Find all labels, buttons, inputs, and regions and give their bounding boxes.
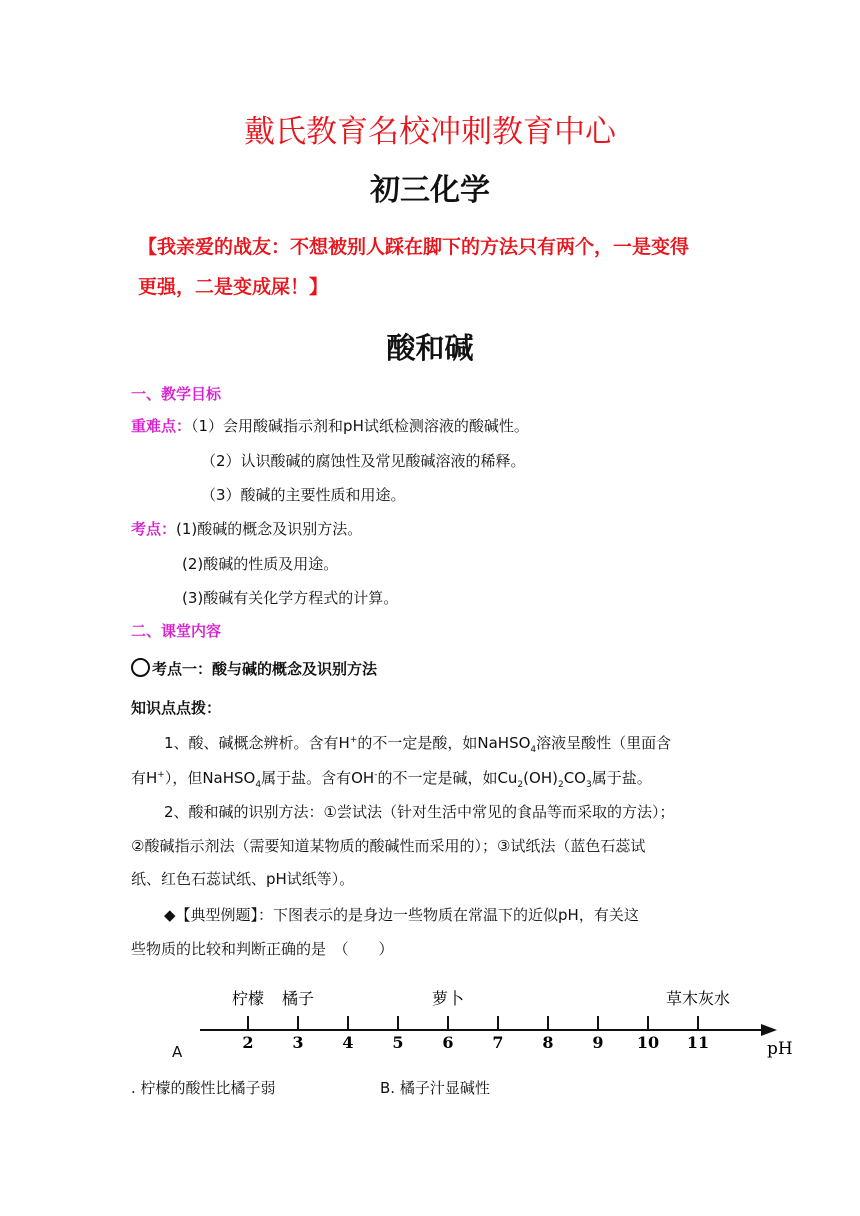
paragraph-2-line-2: ②酸碱指示剂法（需要知道某物质的酸碱性而采用的）；③试纸法（蓝色石蕊试	[131, 837, 646, 855]
point-title	[131, 658, 377, 679]
ph-tick-label: 4	[342, 1033, 354, 1052]
exam-label: 考点：	[131, 520, 177, 538]
text: (OH)	[523, 769, 558, 787]
key-point-1	[131, 415, 529, 436]
superscript: +	[349, 735, 358, 745]
ph-tick-label: 3	[292, 1033, 304, 1052]
option-a-text: . 柠檬的酸性比橘子弱	[131, 1079, 276, 1097]
motto-line-2: 更强，二是变成屎！】	[138, 276, 329, 298]
ph-tick-label: 9	[592, 1033, 604, 1052]
paragraph-1-line-2	[131, 767, 652, 790]
key-point-3: （3）酸碱的主要性质和用途。	[201, 486, 406, 504]
exam-point-text: (1)酸碱的概念及识别方法。	[176, 520, 363, 538]
topic-title: 酸和碱	[386, 331, 474, 365]
ph-tick-label: 7	[492, 1033, 504, 1052]
text: 1、酸、碱概念辨析。含有H	[164, 734, 350, 752]
text: 的不一定是酸，如NaHSO	[357, 734, 531, 752]
paragraph-2-line-1: 2、酸和碱的识别方法：①尝试法（针对生活中常见的食品等而采取的方法）；	[164, 803, 675, 821]
substance-label: 萝卜	[431, 989, 465, 1008]
superscript: -	[374, 770, 378, 780]
key-point-text: （1）会用酸碱指示剂和pH试纸检测溶液的酸碱性。	[191, 417, 529, 435]
exam-point-3: (3)酸碱有关化学方程式的计算。	[182, 589, 399, 607]
ph-tick-label: 5	[392, 1033, 404, 1052]
ph-scale-figure	[195, 978, 795, 1058]
text: 的不一定是碱，如Cu	[377, 769, 518, 787]
text: 有H	[131, 769, 158, 787]
ph-tick-label: 2	[242, 1033, 254, 1052]
option-a-letter: A	[172, 1043, 183, 1061]
key-label: 重难点：	[131, 417, 192, 435]
text: 属于盐。含有OH	[261, 769, 375, 787]
section-content-heading: 二、课堂内容	[131, 622, 222, 640]
ph-tick-label: 8	[542, 1033, 554, 1052]
substance-label: 草木灰水	[665, 989, 731, 1008]
substance-label: 柠檬	[231, 989, 265, 1008]
subscript: 4	[530, 745, 537, 755]
example-line-2: 些物质的比较和判断正确的是 （ ）	[131, 940, 394, 958]
paragraph-1-line-1	[164, 732, 671, 755]
subscript: 3	[585, 780, 592, 790]
school-title: 戴氏教育名校冲刺教育中心	[244, 114, 616, 150]
ph-tick-label: 10	[636, 1033, 660, 1052]
text: 属于盐。	[591, 769, 652, 787]
superscript: +	[157, 770, 165, 780]
knowledge-label: 知识点点拨：	[131, 699, 222, 717]
point-title-text: 考点一：酸与碱的概念及识别方法	[152, 660, 378, 678]
substance-label: 橘子	[281, 989, 315, 1008]
subscript: 4	[255, 780, 262, 790]
text: ），但NaHSO	[164, 769, 256, 787]
subject-title: 初三化学	[370, 173, 490, 208]
paragraph-2-line-3: 纸、红色石蕊试纸、pH试纸等）。	[131, 870, 355, 888]
example-line-1: ◆【典型例题】：下图表示的是身边一些物质在常温下的近似pH，有关这	[164, 906, 639, 924]
ph-axis-arrow	[761, 1024, 777, 1036]
text: 溶液呈酸性（里面含	[536, 734, 672, 752]
ph-tick-label: 11	[686, 1033, 710, 1052]
motto-line-1: 【我亲爱的战友：不想被别人踩在脚下的方法只有两个，一是变得	[138, 236, 690, 258]
section-goals-heading: 一、教学目标	[131, 385, 222, 403]
ph-tick-label: 6	[442, 1033, 454, 1052]
ph-axis-label: pH	[767, 1039, 793, 1058]
text: CO	[563, 769, 586, 787]
option-b-text: B. 橘子汁显碱性	[380, 1079, 490, 1097]
subscript: 2	[557, 780, 564, 790]
subscript: 2	[517, 780, 524, 790]
exam-point-1	[131, 518, 362, 539]
circle-icon	[131, 658, 150, 677]
exam-point-2: (2)酸碱的性质及用途。	[182, 555, 339, 573]
key-point-2: （2）认识酸碱的腐蚀性及常见酸碱溶液的稀释。	[201, 452, 526, 470]
